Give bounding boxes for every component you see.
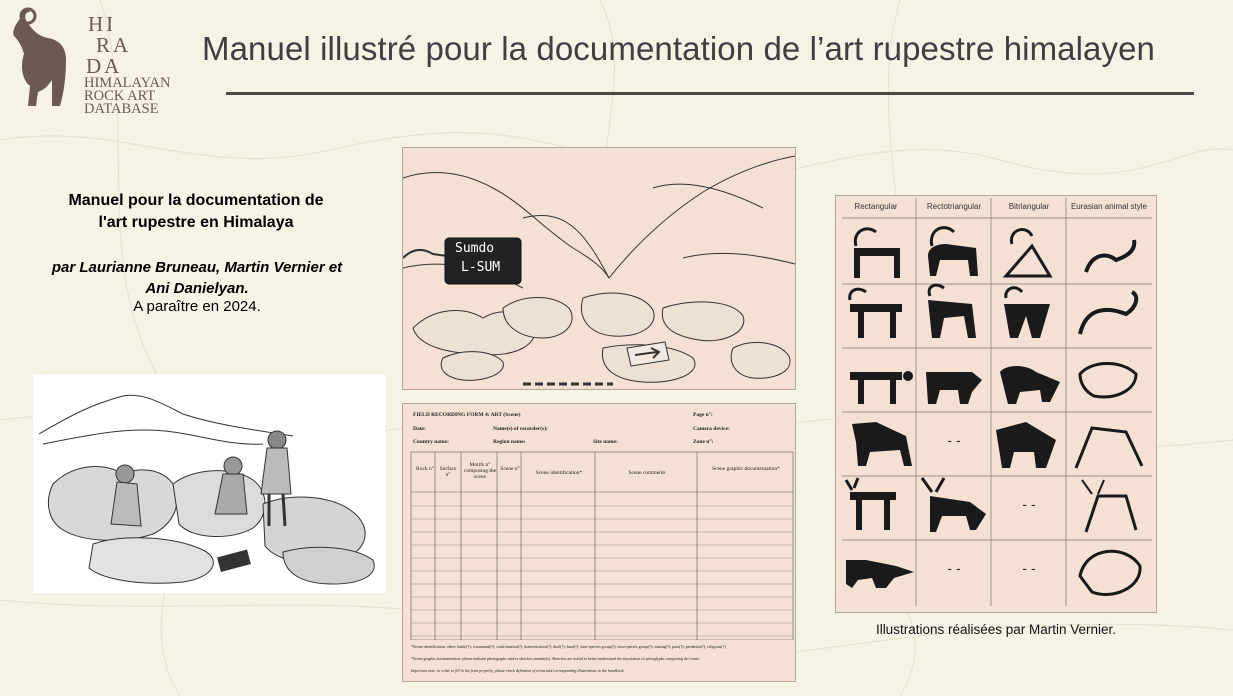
title-divider (226, 92, 1194, 95)
form-col-rock: Rock n° (416, 466, 434, 472)
logo-wordmark (84, 14, 170, 116)
book-title-line-2: l'art rupestre en Himalaya (98, 214, 294, 231)
form-table-grid (403, 450, 795, 640)
logo-sub-3: DATABASE (84, 101, 159, 117)
form-col-scene-comments: Scene comments (628, 470, 666, 476)
form-title: FIELD RECORDING FORM 4: ART (Scene) (413, 412, 521, 418)
logo-sub-2: ROCK ART (84, 88, 156, 104)
researchers-sketch-drawing (33, 374, 385, 593)
ibex-logo-icon (8, 6, 78, 118)
typology-col-rectangular: Rectangular (854, 202, 898, 211)
field-recording-form-image (402, 403, 796, 682)
field-scene-sketch-image (402, 147, 796, 390)
form-col-surface: Surface n° (439, 466, 457, 478)
authors-line-1: par Laurianne Bruneau, Martin Vernier et (51, 259, 343, 276)
form-page-label: Page n°: (693, 412, 713, 418)
logo-line-2: RA (96, 33, 132, 57)
book-title-line-1: Manuel pour la documentation de (68, 192, 324, 209)
typology-grid (836, 196, 1156, 612)
form-zone-label: Zone n°: (693, 439, 714, 445)
book-authors (36, 257, 358, 299)
illustration-credit: Illustrations réalisées par Martin Vernier. (875, 622, 1117, 637)
typology-col-rectotriangular: Rectotriangular (926, 202, 982, 211)
form-date-label: Date: (413, 426, 426, 432)
form-col-motifs: Motifs n° composing the scene (463, 462, 497, 480)
typology-empty-r5-c3: - - (1022, 496, 1036, 512)
form-note-identification: *Scene identification: other; battle(?); communal(?); confrontation(?); domestication(?); duel(?); hunt(?); inter-species group(?); intra-species group(?); mating(?); pass(?); predation(?); religious(?) (411, 644, 726, 649)
sign-line-2: L-SUM (461, 260, 501, 275)
release-note: A paraître en 2024. (133, 298, 261, 315)
typology-empty-r6-c3: - - (1022, 560, 1036, 576)
form-col-graphic-documentation: Scene graphic documentation* (712, 466, 780, 472)
logo-line-1: HI (88, 12, 117, 36)
hirada-logo (8, 6, 171, 118)
typology-col-bitriangular: Bitriangular (1008, 202, 1050, 211)
form-country-label: Country name: (413, 439, 449, 445)
logo-line-3: DA (86, 54, 123, 78)
typology-empty-r6-c2: - - (947, 560, 961, 576)
animal-typology-image (835, 195, 1157, 613)
typology-empty-r4-c2: - - (947, 432, 961, 448)
logo-sub-1: HIMALAYAN (84, 75, 171, 91)
typology-col-eurasian: Eurasian animal style (1070, 202, 1148, 211)
form-recorders-label: Name(s) of recorder(s): (493, 426, 548, 432)
form-note-graphic: *Scene graphic documentation: please indicate photographs and/or sketches number(s). Sketches are useful to better understand the association of petroglyphs composing the scene. (411, 656, 700, 661)
authors-line-2: Ani Danielyan. (145, 280, 249, 297)
book-title (36, 190, 356, 234)
sign-line-1: Sumdo (455, 241, 495, 256)
form-col-scene-no: Scene n° (500, 466, 520, 472)
form-camera-label: Camera device: (693, 426, 730, 432)
researchers-sketch-image (33, 374, 385, 593)
form-region-label: Region name: (493, 439, 526, 445)
form-site-label: Site name: (593, 439, 618, 445)
page-title: Manuel illustré pour la documentation de l’art rupestre himalayen (202, 30, 1156, 67)
form-col-scene-identification: Scene identification* (535, 470, 583, 476)
form-note-important: Important note: in order to fill in the form properly, please check definition of terms and corresponding illustrations in the handbook. (411, 668, 625, 673)
